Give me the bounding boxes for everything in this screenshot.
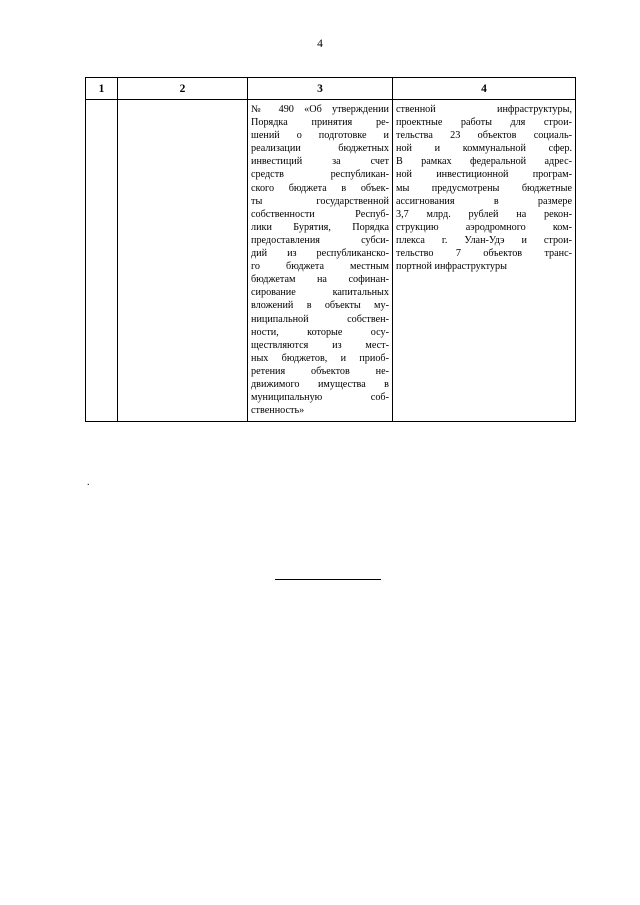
table-row (86, 100, 576, 422)
cell-col3 (248, 100, 393, 422)
text-line: струкцию аэродромного ком- (396, 221, 572, 233)
text-line: плекса г. Улан-Удэ и строи- (396, 234, 572, 246)
text-line: сирование капитальных (251, 287, 389, 299)
column-header-1: 1 (86, 78, 118, 100)
text-line: Порядка принятия ре- (251, 117, 389, 129)
text-line: муниципальную соб- (251, 392, 389, 404)
text-line: бюджетам на софинан- (251, 274, 389, 286)
col3-text (248, 100, 392, 421)
separator-line (275, 579, 381, 580)
text-line: № 490 «Об утверждении (251, 104, 389, 115)
text-line: инвестиций за счет (251, 156, 389, 168)
text-line: ского бюджета в объек- (251, 182, 389, 194)
text-line: предоставления субси- (251, 234, 389, 246)
text-line: тельства 23 объектов социаль- (396, 130, 572, 142)
text-line: мы предусмотрены бюджетные (396, 182, 572, 194)
text-line: ты государственной (251, 195, 389, 207)
text-line: ных бюджетов, и приоб- (251, 352, 389, 364)
text-line: ственной инфраструктуры, (396, 104, 572, 115)
text-line: ществляются из мест- (251, 339, 389, 351)
text-line: собственности Респуб- (251, 208, 389, 220)
text-line: движимого имущества в (251, 378, 389, 390)
column-header-3: 3 (248, 78, 393, 100)
cell-col1 (86, 100, 118, 422)
text-line: ассигнования в размере (396, 195, 572, 207)
text-line: ственность» (251, 405, 305, 417)
text-line: тельство 7 объектов транс- (396, 248, 572, 260)
text-line: вложений в объекты му- (251, 300, 389, 312)
text-line: портной инфраструктуры (396, 261, 507, 273)
table-header-row (86, 78, 576, 100)
text-line: 3,7 млрд. рублей на рекон- (396, 208, 572, 220)
column-header-4: 4 (393, 78, 576, 100)
cell-col4 (393, 100, 576, 422)
text-line: ности, которые осу- (251, 326, 389, 338)
text-line: шений о подготовке и (251, 130, 389, 142)
text-line: дий из республиканско- (251, 248, 389, 260)
text-line: проектные работы для строи- (396, 117, 572, 129)
column-header-2: 2 (118, 78, 248, 100)
text-line: В рамках федеральной адрес- (396, 156, 572, 168)
text-line: ретения объектов не- (251, 365, 389, 377)
text-line: ной и коммунальной сфер. (396, 143, 572, 155)
document-table (85, 77, 576, 422)
text-line: реализации бюджетных (251, 143, 389, 155)
text-line: ной инвестиционной програм- (396, 169, 572, 181)
col4-text (393, 100, 575, 277)
page-number: 4 (317, 38, 323, 50)
text-line: го бюджета местным (251, 261, 389, 273)
text-line: ниципальной собствен- (251, 313, 389, 325)
cell-col2 (118, 100, 248, 422)
trailing-mark: . (87, 477, 90, 488)
text-line: средств республикан- (251, 169, 389, 181)
text-line: лики Бурятия, Порядка (251, 221, 389, 233)
